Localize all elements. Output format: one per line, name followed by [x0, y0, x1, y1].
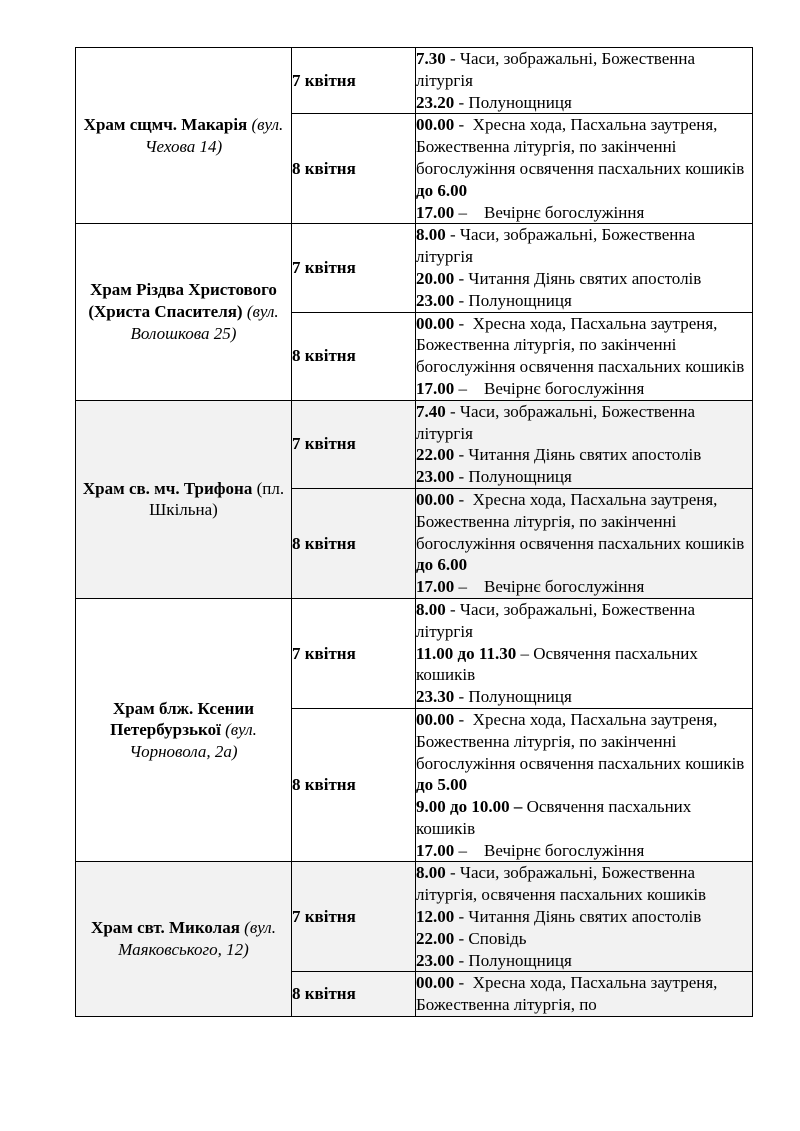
event-separator: - — [454, 115, 473, 135]
date-cell: 8 квітня — [292, 114, 416, 224]
events-cell — [416, 312, 753, 400]
schedule-row — [76, 862, 753, 972]
event-line — [416, 378, 752, 400]
event-time: 17.00 — [416, 840, 455, 860]
event-text: Часи, зображальні, Божественна літургія — [416, 49, 695, 90]
event-time: 17.00 — [416, 577, 455, 597]
event-time: 23.00 — [416, 467, 455, 487]
event-separator: - — [454, 290, 469, 310]
event-text: Вечірнє богослужіння — [484, 202, 645, 222]
event-time: 22.00 — [416, 445, 455, 465]
event-line — [416, 928, 752, 950]
event-text: Читання Діянь святих апостолів — [468, 907, 702, 927]
date-cell: 7 квітня — [292, 400, 416, 488]
events-cell — [416, 114, 753, 224]
event-separator: - — [445, 49, 460, 68]
event-line — [416, 709, 752, 796]
event-line — [416, 202, 752, 224]
event-line — [416, 290, 752, 312]
event-time: 11.00 до 11.30 — [416, 643, 517, 663]
schedule-row — [76, 48, 753, 114]
event-separator: - — [454, 268, 469, 288]
event-line — [416, 840, 752, 862]
event-until: до 6.00 — [416, 555, 468, 575]
event-separator: – — [454, 202, 484, 222]
event-time: 17.00 — [416, 202, 455, 222]
date-cell: 7 квітня — [292, 598, 416, 708]
event-text: Часи, зображальні, Божественна літургія — [416, 599, 695, 641]
church-cell — [76, 224, 292, 400]
event-text: Сповідь — [468, 928, 527, 948]
event-line — [416, 643, 752, 687]
event-text: Вечірнє богослужіння — [484, 577, 645, 597]
event-text: Хресна хода, Пасхальна заутреня, Божественна літургія, по — [416, 973, 718, 1015]
event-text: Освячення пасхальних кошиків — [416, 797, 692, 838]
event-line — [416, 224, 752, 268]
event-line — [416, 489, 752, 576]
date-cell: 8 квітня — [292, 708, 416, 862]
event-time: 9.00 до 10.00 – — [416, 797, 523, 817]
church-address: (вул. Волошкова 25) — [130, 302, 279, 343]
date-cell: 8 квітня — [292, 488, 416, 598]
date-cell: 8 квітня — [292, 312, 416, 400]
events-cell — [416, 708, 753, 862]
event-text: Полунощниця — [468, 92, 572, 112]
event-time: 00.00 — [416, 709, 455, 729]
church-name: Храм Різдва Христового (Христа Спасителя) — [88, 280, 277, 322]
event-time: 20.00 — [416, 268, 455, 288]
church-address: (вул. Маяковського, 12) — [118, 918, 276, 960]
event-time: 12.00 — [416, 907, 455, 927]
church-address: (вул. Чорновола, 2а) — [129, 720, 257, 762]
event-time: 8.00 — [416, 863, 446, 883]
event-line — [416, 444, 752, 466]
event-time: 23.00 — [416, 950, 455, 970]
event-line — [416, 466, 752, 488]
event-separator: - — [454, 973, 473, 993]
event-separator: - — [445, 863, 460, 883]
event-separator: - — [454, 467, 469, 487]
event-text: Хресна хода, Пасхальна заутреня, Божественна літургія, по закінченні богослужіння освячення пасхальних кошиків — [416, 489, 745, 553]
church-name: Храм св. мч. Трифона — [82, 478, 253, 498]
date-cell: 7 квітня — [292, 48, 416, 114]
event-text: Часи, зображальні, Божественна літургія — [416, 225, 695, 267]
schedule-table — [75, 47, 753, 1017]
event-time: 22.00 — [416, 928, 455, 948]
event-line — [416, 950, 752, 972]
event-separator: - — [454, 445, 469, 465]
event-separator: - — [454, 928, 469, 948]
event-time: 7.30 — [416, 49, 446, 68]
event-text: Читання Діянь святих апостолів — [468, 445, 702, 465]
event-separator: – — [454, 378, 484, 398]
event-line — [416, 114, 752, 201]
event-time: 23.30 — [416, 687, 455, 707]
event-until: до 5.00 — [416, 775, 468, 795]
church-cell — [76, 400, 292, 598]
event-text: Хресна хода, Пасхальна заутреня, Божественна літургія, по закінченні богослужіння освячення пасхальних кошиків — [416, 709, 745, 773]
event-line — [416, 48, 752, 92]
event-line — [416, 576, 752, 598]
schedule-row — [76, 400, 753, 488]
event-time: 17.00 — [416, 378, 455, 398]
church-cell — [76, 862, 292, 1017]
event-separator: - — [454, 313, 473, 333]
event-time: 23.00 — [416, 290, 455, 310]
event-text: Освячення пасхальних кошиків — [416, 643, 698, 685]
event-line — [416, 268, 752, 290]
event-line — [416, 862, 752, 906]
date-cell: 7 квітня — [292, 224, 416, 312]
event-time: 8.00 — [416, 599, 446, 619]
schedule-row — [76, 224, 753, 312]
event-time: 00.00 — [416, 115, 455, 135]
event-separator: - — [454, 687, 469, 707]
event-time: 00.00 — [416, 313, 455, 333]
events-cell — [416, 972, 753, 1017]
date-cell: 7 квітня — [292, 862, 416, 972]
event-separator: - — [445, 401, 460, 421]
event-time: 7.40 — [416, 401, 446, 421]
events-cell — [416, 488, 753, 598]
events-cell — [416, 48, 753, 114]
event-separator: – — [454, 840, 484, 860]
events-cell — [416, 598, 753, 708]
date-cell: 8 квітня — [292, 972, 416, 1017]
events-cell — [416, 400, 753, 488]
event-text: Вечірнє богослужіння — [484, 840, 645, 860]
event-time: 23.20 — [416, 92, 455, 112]
event-text: Полунощниця — [468, 467, 572, 487]
event-time: 00.00 — [416, 489, 455, 509]
event-time: 00.00 — [416, 973, 455, 993]
events-cell — [416, 224, 753, 312]
event-time: 8.00 — [416, 225, 446, 245]
event-separator: - — [445, 599, 460, 619]
event-text: Читання Діянь святих апостолів — [468, 268, 702, 288]
event-text: Хресна хода, Пасхальна заутреня, Божественна літургія, по закінченні богослужіння освячення пасхальних кошиків — [416, 313, 745, 377]
church-name: Храм блж. Ксении Петербурзької — [110, 698, 255, 740]
event-text: Полунощниця — [468, 687, 572, 707]
event-text: Вечірнє богослужіння — [484, 378, 645, 398]
event-line — [416, 599, 752, 643]
event-text: Полунощниця — [468, 290, 572, 310]
event-line — [416, 401, 752, 445]
event-until: до 6.00 — [416, 180, 468, 200]
schedule-row — [76, 598, 753, 708]
event-line — [416, 92, 752, 114]
event-line — [416, 313, 752, 378]
church-cell — [76, 48, 292, 224]
event-separator: - — [454, 92, 469, 112]
event-text: Часи, зображальні, Божественна літургія, освячення пасхальних кошиків — [416, 863, 707, 905]
church-address: (пл. Шкільна) — [149, 478, 285, 520]
events-cell — [416, 862, 753, 972]
church-name: Храм свт. Миколая — [91, 918, 240, 938]
event-separator: - — [445, 225, 460, 245]
event-separator: - — [454, 489, 473, 509]
church-cell — [76, 598, 292, 862]
event-text: Часи, зображальні, Божественна літургія — [416, 401, 695, 443]
church-name: Храм сщмч. Макарія — [83, 114, 248, 134]
event-line — [416, 906, 752, 928]
event-line — [416, 972, 752, 1016]
event-line — [416, 796, 752, 840]
event-separator: - — [454, 907, 469, 927]
event-text: Полунощниця — [468, 950, 572, 970]
event-line — [416, 686, 752, 708]
event-separator: - — [454, 950, 469, 970]
event-text: Хресна хода, Пасхальна заутреня, Божественна літургія, по закінченні богослужіння освячення пасхальних кошиків — [416, 115, 745, 178]
event-separator: – — [516, 643, 534, 663]
event-separator: - — [454, 709, 473, 729]
church-address: (вул. Чехова 14) — [144, 114, 284, 156]
event-separator: – — [454, 577, 484, 597]
